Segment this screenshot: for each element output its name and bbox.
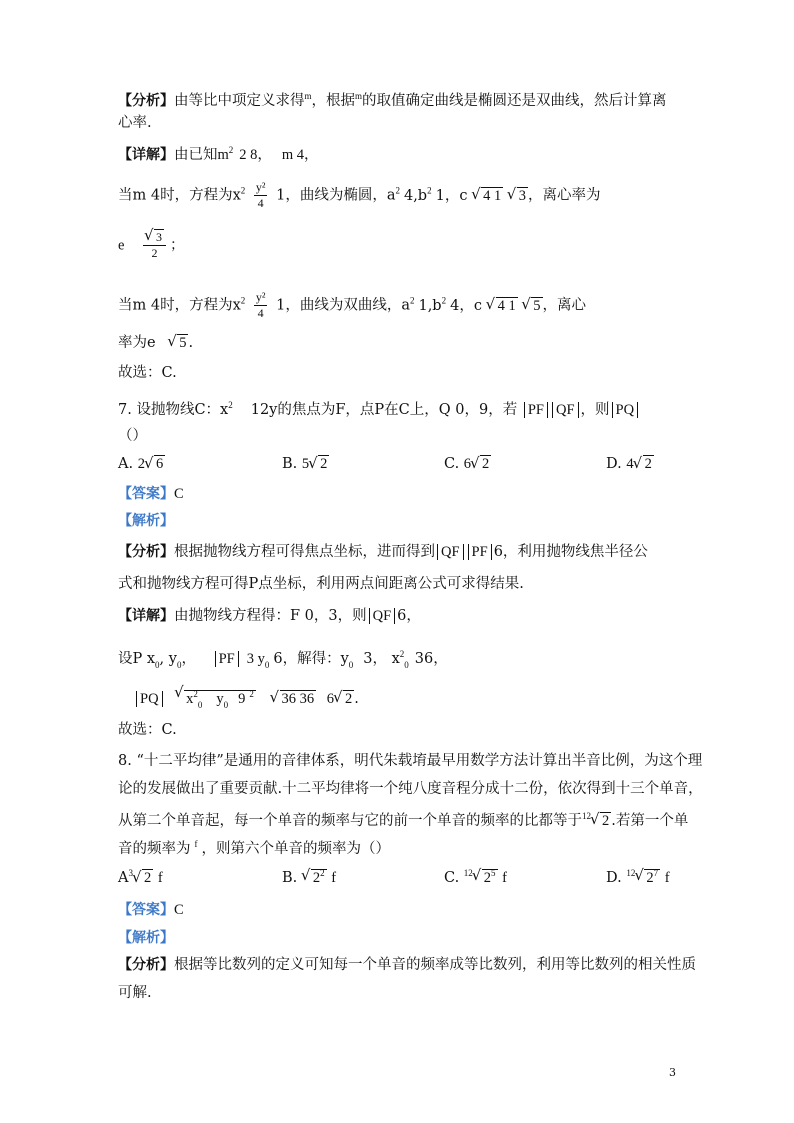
sqrt: √ 5 [168, 333, 188, 353]
analysis-line-2: 心率. [118, 115, 152, 131]
answer-tag: 【答案】 [118, 902, 174, 918]
eccentricity-2-line: 率为e √ 5 . [118, 333, 193, 353]
q8-option-b: B. √ $2^2$ f [282, 868, 336, 887]
choose-line-2: 故选：C. [118, 722, 177, 738]
sqrt: √ $2^7$ [635, 868, 660, 887]
sqrt: √ 36 36 [271, 689, 317, 709]
solution-tag: 【解析】 [118, 930, 174, 946]
sqrt: √ 4 1 [472, 186, 503, 206]
q7-pq-line: PQ √ $x^2_0$ $y_0$ 9 $^2$ √ 36 36 6√ 2 . [134, 684, 359, 715]
question-7-paren: （） [118, 428, 147, 444]
q7-option-b: B. 5√ 2 [282, 456, 329, 473]
sqrt: √ $x^2_0$ $y_0$ 9 $^2$ [175, 684, 256, 715]
q7-answer-line: 【答案】C [118, 486, 184, 502]
q8-answer-line: 【答案】C [118, 902, 184, 918]
page-number: 3 [669, 1066, 676, 1079]
q7-option-a: A. 2√ 6 [118, 456, 165, 473]
q8-option-a: $A^3√$ 2 f [118, 868, 163, 887]
sqrt: √ 5 [522, 296, 542, 316]
eccentricity-1-line: e √ $\frac{3}{2}$ ； [118, 230, 185, 261]
q8-option-d: D. $^{12}$√ $2^7$ f [606, 868, 670, 887]
q7-set-line: 设P $x_0$, $y_0$， PF 3 $y_0$ 6，解得：$y_0$ 3， $x^2_0$ 36， [118, 649, 448, 670]
q7-option-c: C. 6√ 2 [444, 456, 491, 473]
q7-analysis-line-2: 式和抛物线方程可得P点坐标，利用两点间距离公式可求得结果. [118, 576, 524, 592]
solution-tag: 【解析】 [118, 513, 174, 529]
q8-analysis-line-1: 【分析】根据等比数列的定义可知每一个单音的频率成等比数列，利用等比数列的相关性质 [118, 957, 696, 973]
answer-tag: 【答案】 [118, 486, 174, 502]
case2-line: 当m 4时，方程为$x^2$ $\frac{\text{y²}}{4}$ 1，曲线为双曲线，$a^2$ $1,b^2$ 4，c √ 4 1 √ 5 ，离心 [118, 290, 586, 321]
sqrt: √ 6 [145, 456, 165, 473]
q7-solution-tag-line [118, 511, 174, 531]
sqrt: √ 2 [634, 456, 654, 473]
fraction: $\frac{\text{y²}}{4}$ [255, 180, 266, 210]
sqrt: √ $2^5$ [473, 868, 498, 887]
q7-detail-line: 【详解】由抛物线方程得：F 0，3，则 QF 6， [118, 608, 421, 624]
question-8-line-3: 从第二个单音起，每一个单音的频率与它的前一个单音的频率的比都等于$^{12}$√ 2 .若第一个单 [118, 806, 688, 831]
question-8-line-4: 音的频率为 $^f$ ，则第六个单音的频率为（） [118, 839, 390, 857]
analysis-tag: 【分析】 [118, 544, 174, 560]
question-8-line-1: 8. “十二平均律”是通用的音律体系，明代朱载堉最早用数学方法计算出半音比例，为这个理 [118, 753, 703, 769]
sqrt: √ 2 [133, 870, 153, 887]
q8-option-c: C. $^{12}$√ $2^5$ f [444, 868, 507, 887]
analysis-tag: 【分析】 [118, 957, 174, 973]
detail-tag: 【详解】 [118, 147, 174, 163]
sqrt: √ 4 1 [487, 296, 518, 316]
choose-line-1: 故选：C. [118, 365, 177, 381]
case1-line: 当m 4时，方程为$x^2$ $\frac{\text{y²}}{4}$ 1，曲线为椭圆，$a^2$ $4,b^2$ 1，c √ 4 1 √ 3 ，离心率为 [118, 180, 601, 211]
sqrt: √ 2 [591, 811, 611, 831]
sqrt: √ 2 [471, 456, 491, 473]
detail-tag: 【详解】 [118, 608, 174, 624]
q7-option-d: D. 4√ 2 [606, 456, 654, 473]
sqrt: √ 2 [309, 456, 329, 473]
analysis-tag: 【分析】 [118, 93, 174, 109]
fraction: √ $\frac{3}{2}$ [143, 230, 166, 261]
sqrt: √ 3 [508, 186, 528, 206]
sqrt: √ 2 [334, 689, 354, 709]
sqrt: √ $2^2$ [302, 868, 327, 887]
question-7-stem: 7. 设抛物线C：$x^2$ 12y的焦点为F，点P在C上，Q 0，9，若 PF QF ，则 PQ [118, 395, 640, 420]
fraction: $\frac{\text{y²}}{4}$ [255, 290, 266, 320]
analysis-line-1: 【分析】由等比中项定义求得$^m$，根据$^m$的取值确定曲线是椭圆还是双曲线，然后计算离 [118, 91, 667, 109]
q7-analysis-line-1: 【分析】根据抛物线方程可得焦点坐标，进而得到 QF PF 6，利用抛物线焦半径公 [118, 544, 648, 560]
detail-line-1: 【详解】由已知$m^2$ 2 8， m 4， [118, 145, 319, 163]
q8-solution-tag-line [118, 928, 174, 948]
question-8-line-2: 论的发展做出了重要贡献.十二平均律将一个纯八度音程分成十二份，依次得到十三个单音， [118, 781, 703, 797]
q8-analysis-line-2: 可解. [118, 985, 152, 1001]
sqrt: √ 3 [145, 230, 164, 245]
